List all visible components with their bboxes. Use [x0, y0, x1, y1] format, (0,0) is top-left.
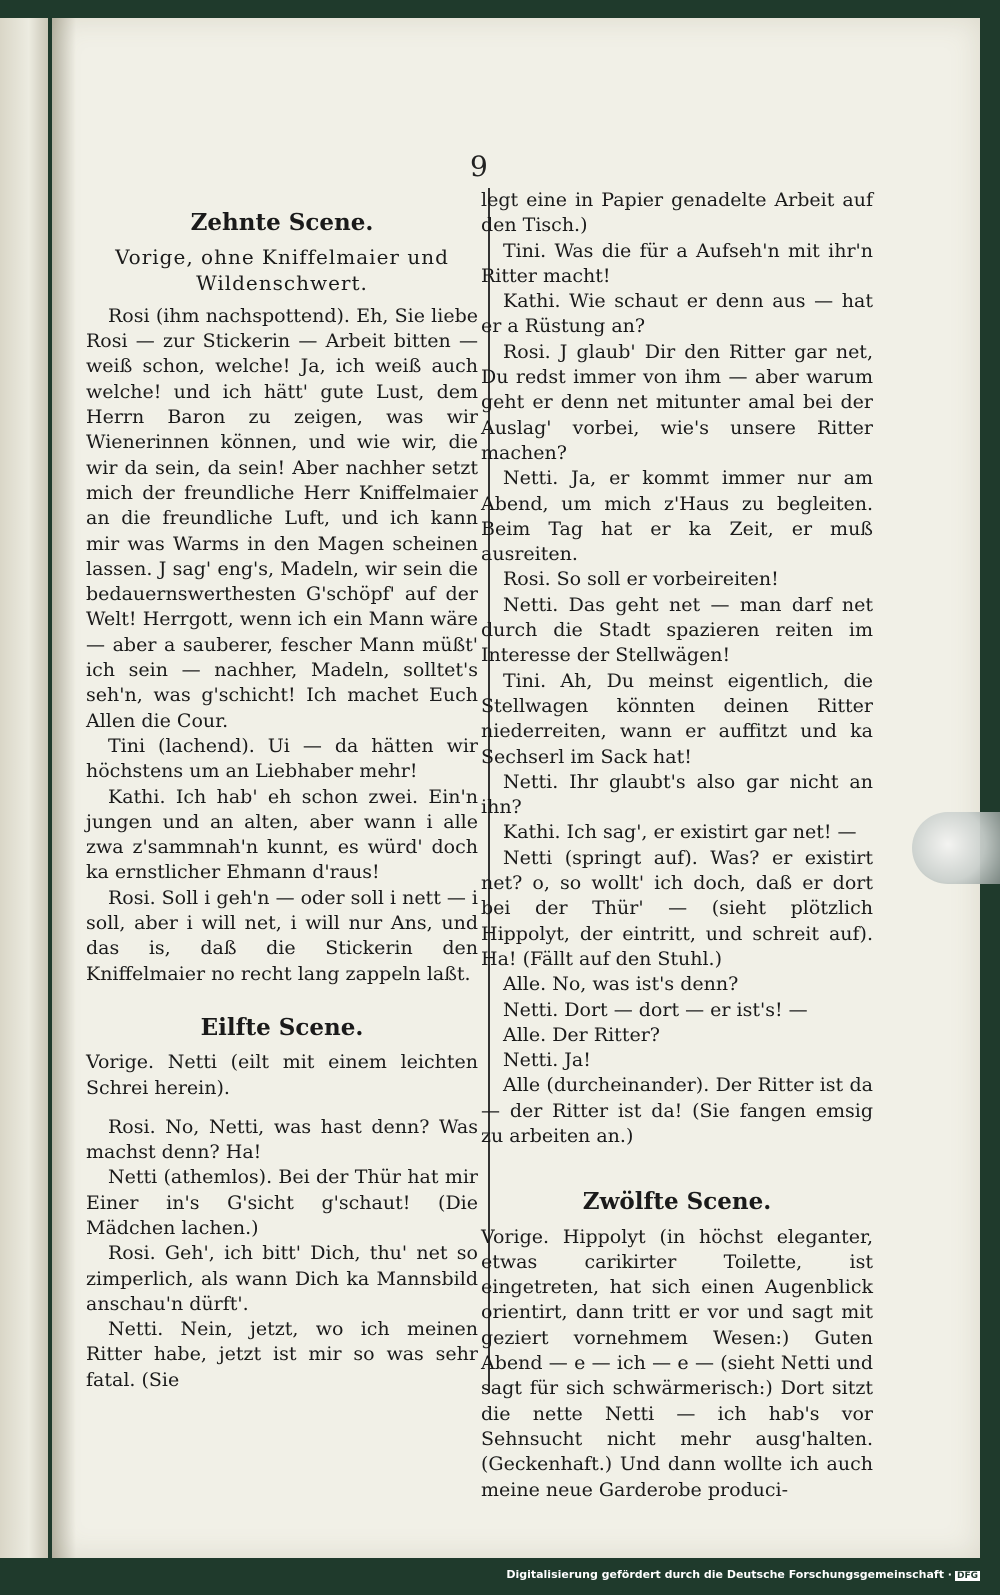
dfg-logo: DFG — [956, 1571, 978, 1581]
scene-10-cast: Vorige, ohne Kniffelmaier und Wildenschwert. — [115, 245, 449, 295]
dialogue-line: Netti (athemlos). Bei der Thür hat mir Einer in's G'sicht g'schaut! (Die Mädchen lachen.) — [86, 1166, 478, 1239]
scene-12-dialogue — [481, 1225, 873, 1503]
scanner-clip — [912, 812, 1000, 884]
dialogue-line: Netti. Ja! — [503, 1049, 591, 1072]
dialogue-line: Netti. Das geht net — man darf net durch die Stadt spazieren reiten im Interesse der Stellwägen! — [481, 593, 873, 667]
scene-10-title: Zehnte Scene. — [190, 209, 374, 236]
scene-11-dialogue — [86, 1115, 478, 1393]
dialogue-line: Rosi. So soll er vorbeireiten! — [503, 568, 779, 591]
page-number: 9 — [470, 150, 488, 183]
dialogue-line: Netti (springt auf). Was? er existirt net? o, so wollt' ich doch, daß er dort bei der Thür' — (sieht plötzlich Hippolyt, der eintritt, und schreit auf). Ha! (Fällt auf den Stuhl.) — [481, 846, 873, 970]
scene-10-dialogue — [86, 304, 478, 987]
scene-11-title: Eilfte Scene. — [200, 1013, 364, 1041]
dialogue-line: Rosi. No, Netti, was hast denn? Was machst denn? Ha! — [86, 1115, 478, 1164]
dialogue-line: Alle (durcheinander). Der Ritter ist da — der Ritter ist da! (Sie fangen emsig zu arbeiten an.) — [481, 1074, 873, 1147]
dialogue-line: Kathi. Ich hab' eh schon zwei. Ein'n jungen und an alten, aber wann i alle zwa z'sammnah'n kunnt, es würd' doch ka ernstlicher Ehmann d'raus! — [86, 785, 478, 884]
dialogue-line: Netti. Dort — dort — er ist's! — — [503, 998, 808, 1021]
dialogue-line: Rosi. Geh', ich bitt' Dich, thu' net so zimperlich, als wann Dich ka Mannsbild anschau'n dürft'. — [86, 1242, 478, 1315]
dialogue-line: Alle. No, was ist's denn? — [503, 973, 739, 996]
dialogue-line: Kathi. Ich sag', er existirt gar net! — — [503, 821, 857, 844]
dialogue-line: Alle. Der Ritter? — [503, 1023, 660, 1046]
dialogue-line: Tini. Was die für a Aufseh'n mit ihr'n Ritter macht! — [481, 239, 873, 287]
gutter-shadow — [52, 18, 76, 1558]
dialogue-line: legt eine in Papier genadelte Arbeit auf den Tisch.) — [481, 189, 873, 237]
dialogue-line: Tini (lachend). Ui — da hätten wir höchstens um an Liebhaber mehr! — [86, 734, 478, 783]
dialogue-line: Rosi (ihm nachspottend). Eh, Sie liebe Rosi — zur Stickerin — Arbeit bitten — weiß schon, welche! Ja, ich weiß auch welche! und ich hätt' gute Lust, dem Herrn Baron zu zeigen, was wir Wienerinnen können, und wie wir, die wir da sein, da sein! Aber nachher setzt mich der freundliche Herr Kniffelmaier an die freundliche Luft, und ich kann mir was Warms in den Magen scheinen lassen. J sag' eng's, Madeln, wir sein die bedauernswerthesten G'schöpf' auf der Welt! Herrgott, wenn ich ein Mann wäre — aber a sauberer, fescher Mann müßt' ich sein — nachher, Madeln, solltet's seh'n, was g'schicht! Ich machet Euch Allen die Cour. — [86, 304, 478, 732]
left-column — [86, 188, 478, 1393]
dialogue-line: Vorige. Hippolyt (in höchst eleganter, etwas carikirter Toilette, ist eingetreten, hat sich einen Augenblick orientirt, dann tritt er vor und sagt mit geziert vornehmem Wesen:) Guten Abend — e — ich — e — (sieht Netti und sagt für sich schwärmerisch:) Dort sitzt die nette Netti — ich hab's vor Sehnsucht nicht mehr ausg'halten. (Geckenhaft.) Und dann wollte ich auch meine neue Garderobe produci- — [481, 1225, 873, 1501]
scene-11-continued-dialogue — [481, 188, 873, 1149]
scene-11-cast: Vorige. Netti (eilt mit einem leichten Schrei herein). — [86, 1051, 478, 1099]
dialogue-line: Tini. Ah, Du meinst eigentlich, die Stellwagen könnten deinen Ritter niederreiten, wann er auffitzt und ka Sechserl im Sack hat! — [481, 669, 873, 768]
digitization-credit — [506, 1568, 980, 1581]
scene-12-title: Zwölfte Scene. — [582, 1188, 772, 1216]
dialogue-line: Netti. Ja, er kommt immer nur am Abend, um mich z'Haus zu begleiten. Beim Tag hat er ka Zeit, er muß ausreiten. — [481, 467, 873, 566]
dialogue-line: Kathi. Wie schaut er denn aus — hat er a Rüstung an? — [481, 290, 873, 338]
dialogue-line: Rosi. J glaub' Dir den Ritter gar net, Du redst immer von ihm — aber warum geht er denn net mitunter amal bei der Auslag' vorbei, wie's unsere Ritter machen? — [481, 340, 873, 464]
credit-text: Digitalisierung gefördert durch die Deutsche Forschungsgemeinschaft · — [506, 1568, 952, 1581]
dialogue-line: Rosi. Soll i geh'n — oder soll i nett — i soll, aber i will net, i will nur Ans, und das is, daß die Stickerin den Kniffelmaier no recht lang zappeln laßt. — [86, 886, 478, 985]
dialogue-line: Netti. Ihr glaubt's also gar nicht an ihn? — [481, 770, 873, 819]
right-column — [481, 188, 873, 1503]
dialogue-line: Netti. Nein, jetzt, wo ich meinen Ritter habe, jetzt ist mir so was sehr fatal. (Sie — [86, 1318, 478, 1391]
left-page-edge — [0, 18, 48, 1558]
